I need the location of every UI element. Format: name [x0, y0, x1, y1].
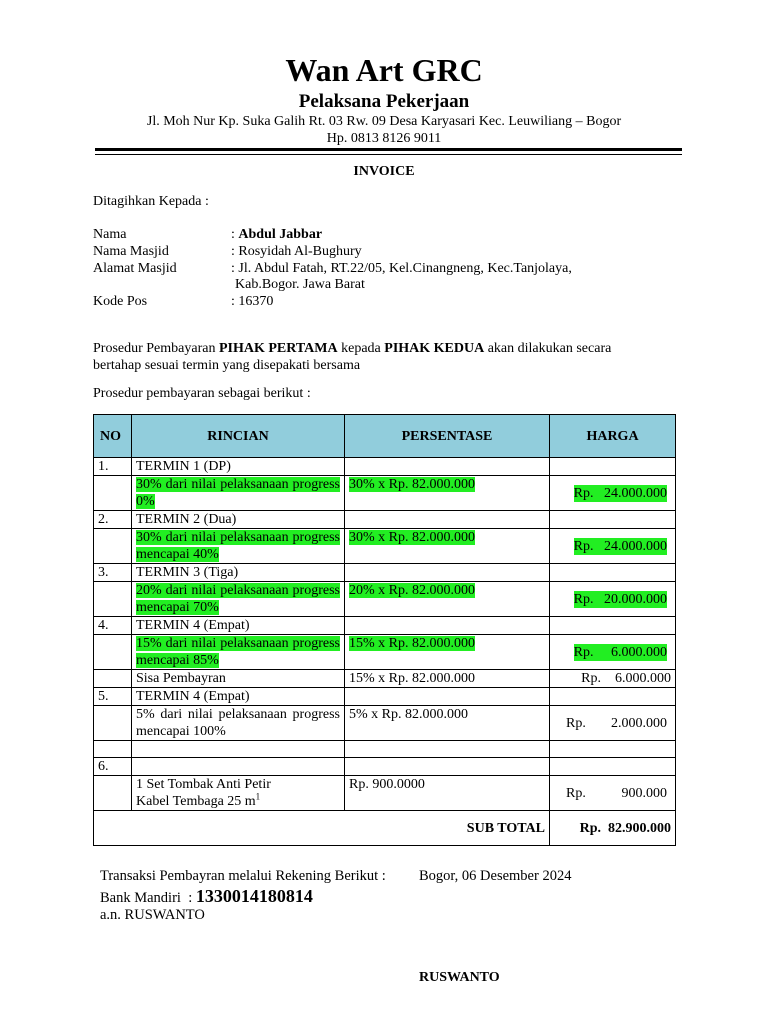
table-row — [94, 582, 676, 617]
term-description — [132, 635, 345, 670]
amount-highlight — [574, 538, 667, 555]
invoice-title: INVOICE — [353, 164, 415, 179]
transfer-text: Transaksi Pembayran melalui Rekening Berikut : — [100, 868, 386, 884]
row-number: 4. — [94, 617, 132, 635]
phone-line: Hp. 0813 8126 9011 — [326, 131, 442, 146]
signature-name: RUSWANTO — [419, 970, 500, 985]
term-description-text: 30% dari nilai pelaksanaan progress 0% — [136, 477, 340, 509]
term-percentage-text: 30% x Rp. 82.000.000 — [349, 477, 475, 492]
superscript: 1 — [255, 791, 261, 802]
mosque-value: : Rosyidah Al-Bughury — [231, 244, 362, 259]
term-description-text: 30% dari nilai pelaksanaan progress mencapai 40% — [136, 530, 340, 562]
amount-value: 6.000.000 — [611, 644, 667, 660]
term-amount — [550, 635, 676, 670]
remaining-percentage: 15% x Rp. 82.000.000 — [345, 670, 550, 688]
term-title: TERMIN 2 (Dua) — [132, 511, 345, 529]
term-percentage: 5% x Rp. 82.000.000 — [345, 706, 550, 741]
term-percentage-text: 30% x Rp. 82.000.000 — [349, 530, 475, 545]
table-row — [94, 458, 676, 476]
procedure-text: kepada — [337, 341, 385, 356]
table-row — [94, 706, 676, 741]
term-title: TERMIN 3 (Tiga) — [132, 564, 345, 582]
term-percentage — [345, 529, 550, 564]
item-price: Rp. 900.0000 — [345, 776, 550, 811]
row-number: 1. — [94, 458, 132, 476]
bank-line — [100, 886, 313, 908]
procedure-line-2: bertahap sesuai termin yang disepakati bersama — [93, 358, 361, 373]
row-number: 2. — [94, 511, 132, 529]
company-subtitle: Pelaksana Pekerjaan — [298, 91, 470, 112]
mosque-address-line-2: Kab.Bogor. Jawa Barat — [235, 277, 365, 292]
term-description: 5% dari nilai pelaksanaan progress mencapai 100% — [132, 706, 345, 741]
currency: Rp. — [573, 538, 594, 554]
amount-value: 6.000.000 — [615, 671, 671, 686]
currency: Rp. — [566, 785, 586, 801]
currency: Rp. — [573, 591, 594, 607]
term-amount — [550, 582, 676, 617]
procedure-intro: Prosedur pembayaran sebagai berikut : — [93, 386, 311, 401]
term-percentage — [345, 635, 550, 670]
company-address — [0, 113, 768, 147]
party-one: PIHAK PERTAMA — [218, 341, 338, 356]
mosque-address-line-1: : Jl. Abdul Fatah, RT.22/05, Kel.Cinangneng, Kec.Tanjolaya, — [231, 261, 572, 276]
party-two: PIHAK KEDUA — [384, 341, 485, 356]
table-row — [94, 776, 676, 811]
table-row — [94, 529, 676, 564]
row-number: 5. — [94, 688, 132, 706]
currency: Rp. — [573, 485, 594, 501]
amount-value: 24.000.000 — [604, 538, 667, 554]
table-row — [94, 670, 676, 688]
currency: Rp. — [566, 715, 586, 731]
table-row — [94, 564, 676, 582]
item-description-text: Kabel Tembaga 25 m — [136, 794, 256, 809]
mosque-label: Nama Masjid — [93, 244, 169, 259]
procedure-paragraph — [93, 340, 675, 374]
table-row — [94, 511, 676, 529]
amount-highlight — [574, 485, 667, 502]
client-name-label: Nama — [93, 227, 127, 242]
term-description-text: 15% dari nilai pelaksanaan progress mencapai 85% — [136, 636, 340, 668]
item-description-line-1: 1 Set Tombak Anti Petir — [136, 777, 271, 792]
procedure-line-1 — [93, 340, 675, 357]
term-percentage-text: 15% x Rp. 82.000.000 — [349, 636, 475, 651]
amount-highlight — [574, 644, 667, 661]
table-row — [94, 476, 676, 511]
header-rule-thick — [95, 148, 682, 151]
subtotal-amount: Rp. 82.900.000 — [579, 820, 671, 836]
place-date: Bogor, 06 Desember 2024 — [419, 868, 572, 884]
term-description-text: 20% dari nilai pelaksanaan progress mencapai 70% — [136, 583, 340, 615]
header-rincian: RINCIAN — [132, 415, 345, 458]
account-name: a.n. RUSWANTO — [100, 907, 205, 923]
header-persentase: PERSENTASE — [345, 415, 550, 458]
payment-table — [93, 414, 676, 846]
term-title: TERMIN 4 (Empat) — [132, 617, 345, 635]
table-row — [94, 758, 676, 776]
term-title: TERMIN 1 (DP) — [132, 458, 345, 476]
term-amount — [550, 476, 676, 511]
subtotal-label: SUB TOTAL — [94, 811, 550, 846]
billed-to-label: Ditagihkan Kepada : — [93, 194, 209, 209]
table-header-row — [94, 415, 676, 458]
currency: Rp. — [581, 671, 601, 686]
amount-value: 20.000.000 — [604, 591, 667, 607]
item-description-line-2 — [136, 793, 340, 810]
client-name: Abdul Jabbar — [238, 227, 323, 242]
postcode-value: : 16370 — [231, 294, 274, 309]
term-description — [132, 476, 345, 511]
client-name-value — [231, 226, 322, 243]
table-row — [94, 617, 676, 635]
header-no: NO — [94, 415, 132, 458]
header-harga: HARGA — [550, 415, 676, 458]
currency: Rp. — [573, 644, 594, 660]
address-line: Jl. Moh Nur Kp. Suka Galih Rt. 03 Rw. 09 Desa Karyasari Kec. Leuwiliang – Bogor — [146, 114, 622, 129]
procedure-text: Prosedur Pembayaran — [93, 341, 219, 356]
remaining-amount — [550, 670, 676, 688]
term-title: TERMIN 4 (Empat) — [132, 688, 345, 706]
item-amount — [550, 776, 676, 811]
term-percentage-text: 20% x Rp. 82.000.000 — [349, 583, 475, 598]
amount-highlight — [574, 591, 667, 608]
term-description — [132, 582, 345, 617]
mosque-address-label: Alamat Masjid — [93, 261, 177, 276]
procedure-text: akan dilakukan secara — [484, 341, 612, 356]
term-percentage — [345, 476, 550, 511]
postcode-label: Kode Pos — [93, 294, 148, 309]
amount-value: 2.000.000 — [611, 715, 667, 731]
account-number: 1330014180814 — [195, 886, 313, 906]
header-rule-thin — [95, 154, 682, 155]
table-row-empty — [94, 741, 676, 758]
subtotal-value — [550, 811, 676, 846]
table-row — [94, 688, 676, 706]
bank-label: Bank Mandiri : — [100, 890, 196, 906]
term-amount — [550, 529, 676, 564]
row-number: 6. — [94, 758, 132, 776]
amount-value: 900.000 — [621, 785, 667, 801]
row-number: 3. — [94, 564, 132, 582]
term-description — [132, 529, 345, 564]
company-name: Wan Art GRC — [285, 52, 483, 88]
remaining-label: Sisa Pembayran — [132, 670, 345, 688]
term-percentage — [345, 582, 550, 617]
table-row — [94, 635, 676, 670]
amount-value: 24.000.000 — [604, 485, 667, 501]
subtotal-row — [94, 811, 676, 846]
colon: : — [231, 227, 239, 242]
item-description — [132, 776, 345, 811]
term-amount — [550, 706, 676, 741]
